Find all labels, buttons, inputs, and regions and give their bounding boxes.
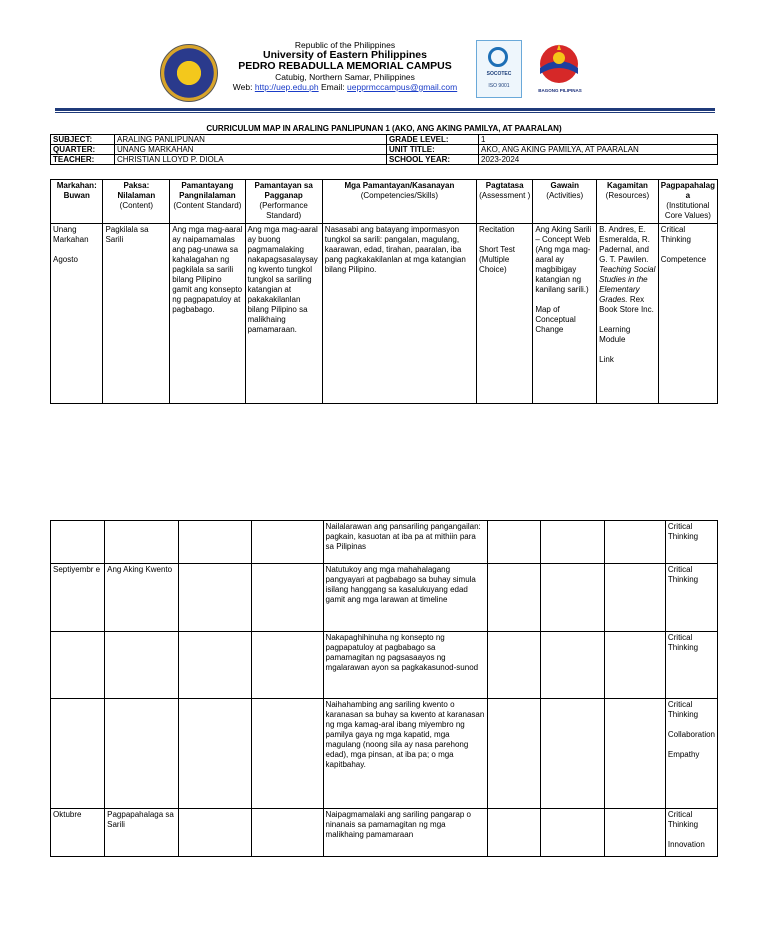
markahan-cell: Unang Markahan Agosto — [51, 224, 103, 404]
values-cell: Critical Thinking — [665, 564, 717, 632]
header-row — [51, 180, 718, 224]
socotec-label: SOCOTEC — [486, 71, 512, 77]
resources-cell: B. Andres, E. Esmeralda, R. Padernal, and G. T. Pawilen. Teaching Social Studies in the Elementary Grades. Rex Book Store Inc. Learning Module Link — [597, 224, 659, 404]
info-table — [50, 134, 718, 165]
bagong-label: BAGONG PILIPINAS — [538, 88, 582, 93]
republic-line: Republic of the Philippines — [294, 40, 396, 50]
teacher-value: CHRISTIAN LLOYD P. DIOLA — [115, 155, 387, 165]
grade-value: 1 — [479, 135, 718, 145]
competency-cell: Naipagmamalaki ang sariling pangarap o ninanais sa pamamagitan ng mga malikhaing pamamaraan — [323, 809, 487, 857]
socotec-iso-logo — [476, 40, 522, 98]
month-cell — [51, 699, 105, 809]
web-label: Web: — [232, 82, 253, 92]
content-standard-cell: Ang mga mag-aaral ay naipamamalas ang pag-unawa sa kahalagahan ng pagkilala sa sarili bilang Pilipino gamit ang konsepto ng pagpapatuloy at pagbabago. — [170, 224, 245, 404]
letterhead — [220, 40, 470, 92]
month-cell: Septiyembr e — [51, 564, 105, 632]
paksa-cell: Pagkilala sa Sarili — [103, 224, 170, 404]
iso-label: ISO 9001 — [488, 83, 510, 89]
email-label: Email: — [321, 82, 345, 92]
teacher-label: TEACHER: — [51, 155, 115, 165]
subject-value: ARALING PANLIPUNAN — [115, 135, 387, 145]
values-cell: Critical Thinking Innovation — [665, 809, 717, 857]
table-row — [51, 564, 718, 632]
month-cell: Oktubre — [51, 809, 105, 857]
table-row — [51, 699, 718, 809]
web-link[interactable]: http://uep.edu.ph — [254, 82, 319, 92]
contact-line — [220, 82, 470, 92]
values-cell: Critical Thinking Collaboration Empathy — [665, 699, 717, 809]
competency-cell: Nailalarawan ang pansariling pangangailan: pagkain, kasuotan at iba pa at mithiin para sa Pilipinas — [323, 521, 487, 564]
topic-cell — [105, 699, 179, 809]
table-row — [51, 224, 718, 404]
email-link[interactable]: uepprmccampus@gmail.com — [347, 82, 458, 92]
table-row — [51, 521, 718, 564]
competency-cell: Naihahambing ang sariling kwento o karanasan sa buhay sa kwento at karanasan ng mga kamag-aral ibang miyembro ng pamilya gaya ng mga kapatid, mga magulang (noong sila ay nasa parehong edad), mga pinsan, at iba pa; o mga kapitbahay. — [323, 699, 487, 809]
assessment-cell: Recitation Short Test (Multiple Choice) — [477, 224, 533, 404]
activities-cell: Ang Aking Sarili – Concept Web (Ang mga mag-aaral ay magbibigay katangian ng kanilang sarili.) Map of Conceptual Change — [533, 224, 597, 404]
curriculum-table-continued — [50, 520, 718, 857]
month-cell — [51, 521, 105, 564]
quarter-value: UNANG MARKAHAN — [115, 145, 387, 155]
performance-standard-cell: Ang mga mag-aaral ay buong pagmamalaking nakapagsasalaysay ng kwento tungkol tungkol sa sariling katangian at pakakakilanlan bilang Pilipino sa malikhaing pamamaraan. — [245, 224, 322, 404]
values-cell: Critical Thinking — [665, 521, 717, 564]
university-seal-logo — [160, 44, 218, 102]
col-header: Pamantayang Pangnilalaman (Content Standard) — [170, 180, 245, 224]
subject-label: SUBJECT: — [51, 135, 115, 145]
values-cell: Critical Thinking Competence — [658, 224, 717, 404]
col-header: Gawain (Activities) — [533, 180, 597, 224]
university-name: University of Eastern Philippines — [263, 49, 427, 61]
curriculum-table — [50, 179, 718, 404]
topic-cell — [105, 521, 179, 564]
topic-cell: Pagpapahalaga sa Sarili — [105, 809, 179, 857]
grade-label: GRADE LEVEL: — [387, 135, 479, 145]
header-rule-thin — [55, 112, 715, 113]
topic-cell: Ang Aking Kwento — [105, 564, 179, 632]
table-row — [51, 809, 718, 857]
unit-value: AKO, ANG AKING PAMILYA, AT PAARALAN — [479, 145, 718, 155]
competency-cell: Natutukoy ang mga mahahalagang pangyayari at pagbabago sa buhay simula isilang hanggang sa kasalukuyang edad gamit ang mga larawan at timeline — [323, 564, 487, 632]
competency-cell: Nakapaghihinuha ng konsepto ng pagpapatuloy at pagbabago sa pamamagitan ng pagsasaayos ng mgalarawan ayon sa pagkakasunod-sunod — [323, 632, 487, 699]
competency-cell: Nasasabi ang batayang impormasyon tungkol sa sarili: pangalan, magulang, kaarawan, edad, tirahan, paaralan, iba pang pagkakakilanlan at mga katangian bilang Pilipino. — [322, 224, 476, 404]
month-cell — [51, 632, 105, 699]
values-cell: Critical Thinking — [665, 632, 717, 699]
col-header: Pamantayan sa Pagganap (Performance Standard) — [245, 180, 322, 224]
col-header: Mga Pamantayan/Kasanayan (Competencies/Skills) — [322, 180, 476, 224]
location-line: Catubig, Northern Samar, Philippines — [275, 72, 415, 82]
col-header: Pagpapahalag a (Institutional Core Values) — [658, 180, 717, 224]
bagong-pilipinas-logo — [534, 40, 584, 94]
campus-name: PEDRO REBADULLA MEMORIAL CAMPUS — [238, 60, 452, 72]
topic-cell — [105, 632, 179, 699]
school-year-value: 2023-2024 — [479, 155, 718, 165]
unit-label: UNIT TITLE: — [387, 145, 479, 155]
table-row — [51, 632, 718, 699]
col-header: Kagamitan (Resources) — [597, 180, 659, 224]
header-rule — [55, 108, 715, 111]
col-header: Paksa: Nilalaman (Content) — [103, 180, 170, 224]
col-header: Pagtatasa (Assessment ) — [477, 180, 533, 224]
col-header: Markahan: Buwan — [51, 180, 103, 224]
school-year-label: SCHOOL YEAR: — [387, 155, 479, 165]
quarter-label: QUARTER: — [51, 145, 115, 155]
page-title: CURRICULUM MAP IN ARALING PANLIPUNAN 1 (AKO, ANG AKING PAMILYA, AT PAARALAN) — [206, 124, 562, 133]
